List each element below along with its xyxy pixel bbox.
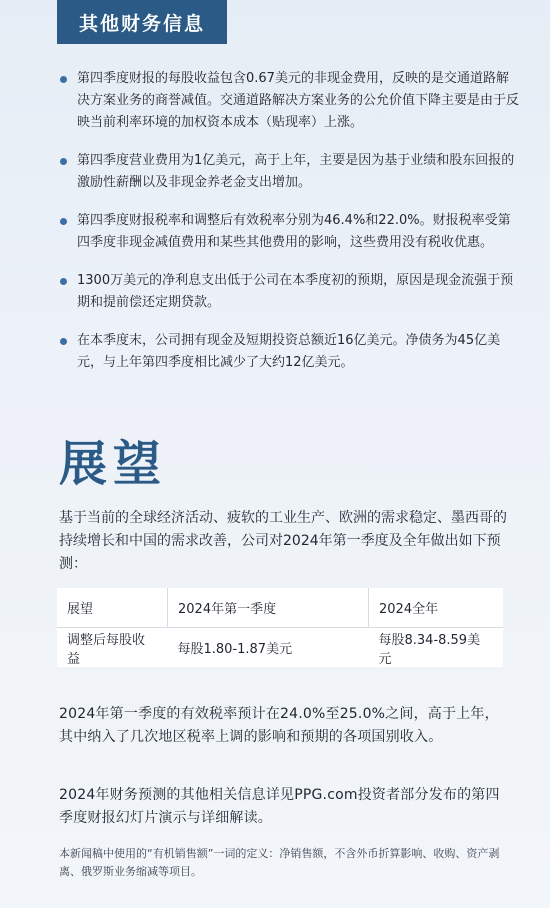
outlook-heading: 展望 (59, 436, 168, 492)
list-item (60, 210, 520, 254)
bullet-dot-icon (60, 338, 67, 345)
forecast-reference-note: 2024年财务预测的其他相关信息详见PPG.com投资者部分发布的第四季度财报幻灯片演示与详细解读。 (59, 787, 500, 826)
table-cell: 每股8.34-8.59美元 (378, 632, 481, 667)
table-cell: 每股1.80-1.87美元 (177, 642, 293, 657)
list-item (60, 270, 520, 314)
list-item (60, 150, 520, 194)
financial-info-list (60, 68, 520, 374)
tax-rate-note: 2024年第一季度的有效税率预计在24.0%至25.0%之间，高于上年，其中纳入了几次地区税率上调的影响和预期的各项国别收入。 (59, 706, 499, 745)
table-header-cell: 展望 (57, 588, 168, 628)
bullet-dot-icon (60, 158, 67, 165)
table-row (57, 628, 503, 668)
outlook-intro: 基于当前的全球经济活动、疲软的工业生产、欧洲的需求稳定、墨西哥的持续增长和中国的需求改善，公司对2024年第一季度及全年做出如下预测： (59, 510, 507, 572)
bullet-dot-icon (60, 278, 67, 285)
list-item (60, 68, 520, 134)
forecast-table (57, 588, 503, 667)
list-item-text: 1300万美元的净利息支出低于公司在本季度初的预期，原因是现金流强于预期和提前偿还定期贷款。 (77, 273, 514, 310)
table-header-cell: 2024全年 (369, 588, 504, 628)
list-item-text: 第四季度营业费用为1亿美元，高于上年，主要是因为基于业绩和股东回报的激励性薪酬以及非现金养老金支出增加。 (77, 153, 515, 190)
table-cell: 调整后每股收益 (67, 632, 146, 667)
table-header-cell: 2024年第一季度 (168, 588, 369, 628)
list-item-text: 第四季度财报的每股收益包含0.67美元的非现金费用，反映的是交通道路解决方案业务的商誉减值。交通道路解决方案业务的公允价值下降主要是由于反映当前利率环境的加权资本成本（贴现率）上涨。 (77, 71, 520, 130)
table-header-row (57, 588, 503, 628)
list-item-text: 在本季度末，公司拥有现金及短期投资总额近16亿美元。净债务为45亿美元，与上年第四季度相比减少了大约12亿美元。 (77, 333, 501, 370)
list-item-text: 第四季度财报税率和调整后有效税率分别为46.4%和22.0%。财报税率受第四季度非现金减值费用和某些其他费用的影响，这些费用没有税收优惠。 (77, 213, 511, 250)
bullet-dot-icon (60, 76, 67, 83)
bullet-dot-icon (60, 218, 67, 225)
footnote: 本新闻稿中使用的“有机销售额”一词的定义：净销售额，不含外币折算影响、收购、资产剥离、俄罗斯业务缩减等项目。 (59, 847, 500, 878)
section-title: 其他财务信息 (57, 0, 227, 44)
list-item (60, 330, 520, 374)
